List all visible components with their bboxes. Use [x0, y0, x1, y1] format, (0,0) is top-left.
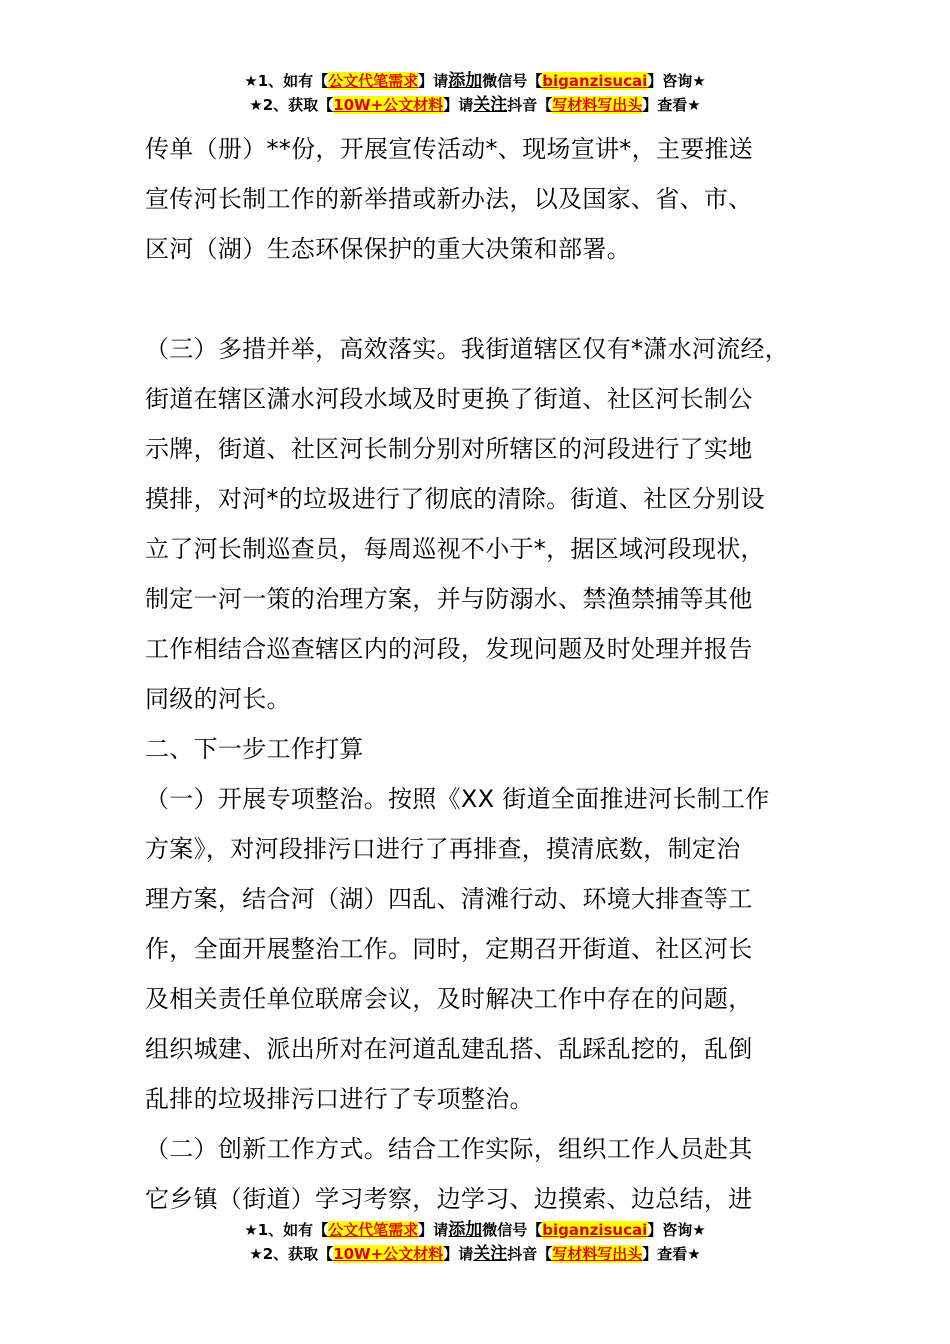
- banner-douyin: 写材料写出头: [552, 1245, 643, 1263]
- banner-text: 】咨询★: [647, 72, 706, 90]
- banner-text: 】请: [443, 1245, 474, 1263]
- banner-text: 】查看★: [642, 1245, 701, 1263]
- banner-emphasis: 添加: [448, 71, 483, 91]
- banner-highlight: 公文代笔需求: [328, 72, 419, 90]
- text-line: （一）开展专项整治。按照《XX 街道全面推进河长制工作: [145, 785, 770, 813]
- text-line: 组织城建、派出所对在河道乱建乱搭、乱踩乱挖的，乱倒: [145, 1035, 753, 1063]
- text-line: 方案》，对河段排污口进行了再排查，摸清底数，制定治: [145, 835, 741, 863]
- paragraph-gap: [145, 274, 845, 324]
- banner-line-2: [0, 93, 950, 117]
- banner-line-2: [0, 1242, 950, 1266]
- paragraph-2: [145, 324, 845, 1224]
- banner-text: 微信号【: [482, 72, 543, 90]
- text-line: 乱排的垃圾排污口进行了专项整治。: [145, 1085, 534, 1113]
- text-line: 同级的河长。: [145, 685, 291, 713]
- banner-highlight: 10W+公文材料: [333, 1245, 444, 1263]
- paragraph-1: [145, 124, 845, 274]
- banner-text: ★2、获取【: [249, 96, 334, 114]
- banner-highlight: 10W+公文材料: [333, 96, 444, 114]
- header-banner: [0, 69, 950, 117]
- banner-text: 】请: [418, 1221, 449, 1239]
- banner-text: 抖音【: [507, 96, 553, 114]
- text-line: 作，全面开展整治工作。同时，定期召开街道、社区河长: [145, 935, 753, 963]
- document-body: [145, 124, 845, 1224]
- footer-banner: [0, 1218, 950, 1266]
- text-line: 工作相结合巡查辖区内的河段，发现问题及时处理并报告: [145, 635, 753, 663]
- text-line: 及相关责任单位联席会议，及时解决工作中存在的问题，: [145, 985, 753, 1013]
- text-line: （二）创新工作方式。结合工作实际，组织工作人员赴其: [145, 1135, 753, 1163]
- text-line: 宣传河长制工作的新举措或新办法，以及国家、省、市、: [145, 185, 753, 213]
- banner-emphasis: 添加: [448, 1220, 483, 1240]
- banner-text: 微信号【: [482, 1221, 543, 1239]
- text-line: 示牌，街道、社区河长制分别对所辖区的河段进行了实地: [145, 435, 753, 463]
- banner-text: 抖音【: [507, 1245, 553, 1263]
- banner-emphasis: 关注: [473, 95, 508, 115]
- banner-text: ★1、如有【: [244, 72, 329, 90]
- text-line: 街道在辖区潇水河段水域及时更换了街道、社区河长制公: [145, 385, 753, 413]
- text-line: 二、下一步工作打算: [145, 735, 364, 763]
- banner-text: 】查看★: [642, 96, 701, 114]
- banner-text: 】咨询★: [647, 1221, 706, 1239]
- text-line: 摸排，对河*的垃圾进行了彻底的清除。街道、社区分别设: [145, 485, 765, 513]
- text-line: 制定一河一策的治理方案，并与防溺水、禁渔禁捕等其他: [145, 585, 753, 613]
- banner-emphasis: 关注: [473, 1244, 508, 1264]
- banner-line-1: [0, 1218, 950, 1242]
- text-line: 理方案，结合河（湖）四乱、清滩行动、环境大排查等工: [145, 885, 753, 913]
- banner-text: 】请: [418, 72, 449, 90]
- banner-wechat-id: biganzisucai: [542, 72, 648, 90]
- banner-text: ★2、获取【: [249, 1245, 334, 1263]
- banner-text: 】请: [443, 96, 474, 114]
- banner-douyin: 写材料写出头: [552, 96, 643, 114]
- text-line: 传单（册）**份，开展宣传活动*、现场宣讲*，主要推送: [145, 135, 754, 163]
- banner-wechat-id: biganzisucai: [542, 1221, 648, 1239]
- banner-line-1: [0, 69, 950, 93]
- text-line: 它乡镇（街道）学习考察，边学习、边摸索、边总结，进: [145, 1185, 753, 1213]
- text-line: （三）多措并举，高效落实。我街道辖区仅有*潇水河流经，: [145, 335, 790, 363]
- text-line: 区河（湖）生态环保保护的重大决策和部署。: [145, 235, 631, 263]
- text-line: 立了河长制巡查员，每周巡视不小于*，据区域河段现状，: [145, 535, 765, 563]
- banner-text: ★1、如有【: [244, 1221, 329, 1239]
- banner-highlight: 公文代笔需求: [328, 1221, 419, 1239]
